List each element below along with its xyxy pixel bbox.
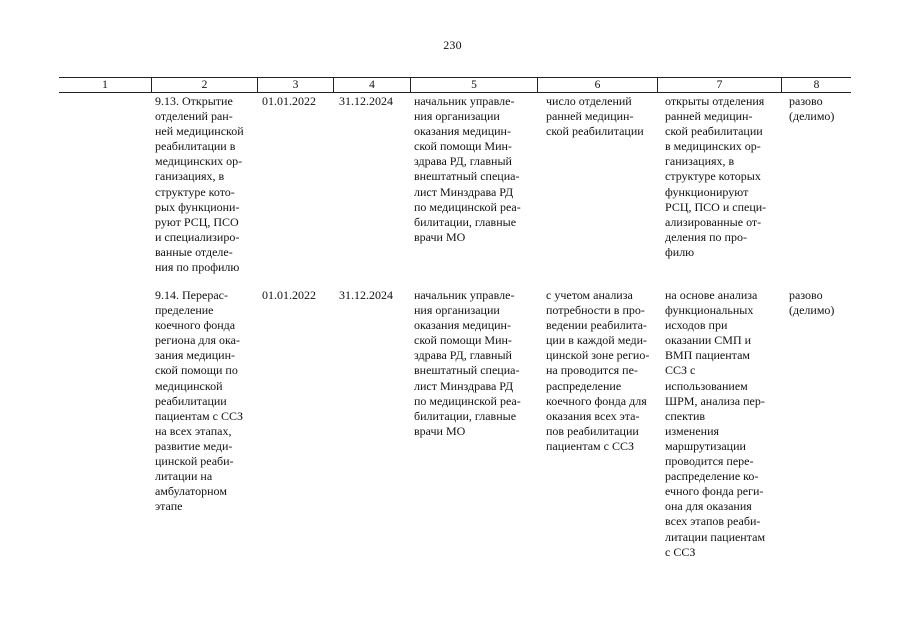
header-col-3: 3: [257, 78, 333, 92]
table-header-row: [59, 77, 851, 93]
header-col-4: 4: [333, 78, 410, 92]
row-cell-end-date: 31.12.2024: [339, 288, 393, 302]
header-col-8: 8: [781, 78, 851, 92]
row-cell-start-date: 01.01.2022: [262, 94, 316, 108]
row-cell-end-date: 31.12.2024: [339, 94, 393, 108]
row-cell-result: открыты отделения ранней медицин- ской реабилитации в медицинских ор- ганизациях, в структуре которых функционируют РСЦ, ПСО и специ- ализированные от- деления по про- филю: [665, 94, 767, 259]
header-col-1: 1: [102, 79, 108, 91]
row-cell-event: 9.14. Перерас- пределение коечного фонда региона для ока- зания медицин- ской помощи по медицинской реабилитации пациентам с ССЗ на всех этапах, развитие меди- цинской реаби- литации на амбулаторном этапе: [155, 288, 243, 514]
header-col-7: 7: [657, 78, 781, 92]
row-cell-indicator: число отделений ранней медицин- ской реабилитации: [546, 94, 644, 139]
row-cell-frequency: разово (делимо): [789, 288, 835, 318]
row-cell-responsible: начальник управле- ния организации оказания медицин- ской помощи Мин- здрава РД, главный внештатный специа- лист Минздрава РД по медицинской реа- билитации, главные врачи МО: [414, 288, 521, 438]
row-cell-indicator: с учетом анализа потребности в про- ведении реабилита- ции в каждой меди- цинской зоне регио- на проводится пе- распределение коечного фонда для оказания всех эта- пов реабилитации пациентам с ССЗ: [546, 288, 650, 453]
row-cell-event: 9.13. Открытие отделений ран- ней медицинской реабилитации в медицинских ор- ганизациях, в структуре кото- рых функциони- руют РСЦ, ПСО и специализиро- ванные отделе- ния по профилю: [155, 94, 244, 275]
header-col-5: 5: [410, 78, 537, 92]
page-number: 230: [443, 38, 462, 52]
header-col-2: 2: [151, 78, 257, 92]
row-cell-responsible: начальник управле- ния организации оказания медицин- ской помощи Мин- здрава РД, главный внештатный специа- лист Минздрава РД по медицинской реа- билитации, главные врачи МО: [414, 94, 521, 244]
row-cell-frequency: разово (делимо): [789, 94, 835, 124]
row-cell-result: на основе анализа функциональных исходов при оказании СМП и ВМП пациентам ССЗ с использованием ШРМ, анализа пер- спектив изменения маршрутизации проводится пере- распределение ко- ечного фонда реги- она для оказания всех этапов реаби- литации пациентам с ССЗ: [665, 288, 766, 559]
header-col-6: 6: [537, 78, 657, 92]
row-cell-start-date: 01.01.2022: [262, 288, 316, 302]
